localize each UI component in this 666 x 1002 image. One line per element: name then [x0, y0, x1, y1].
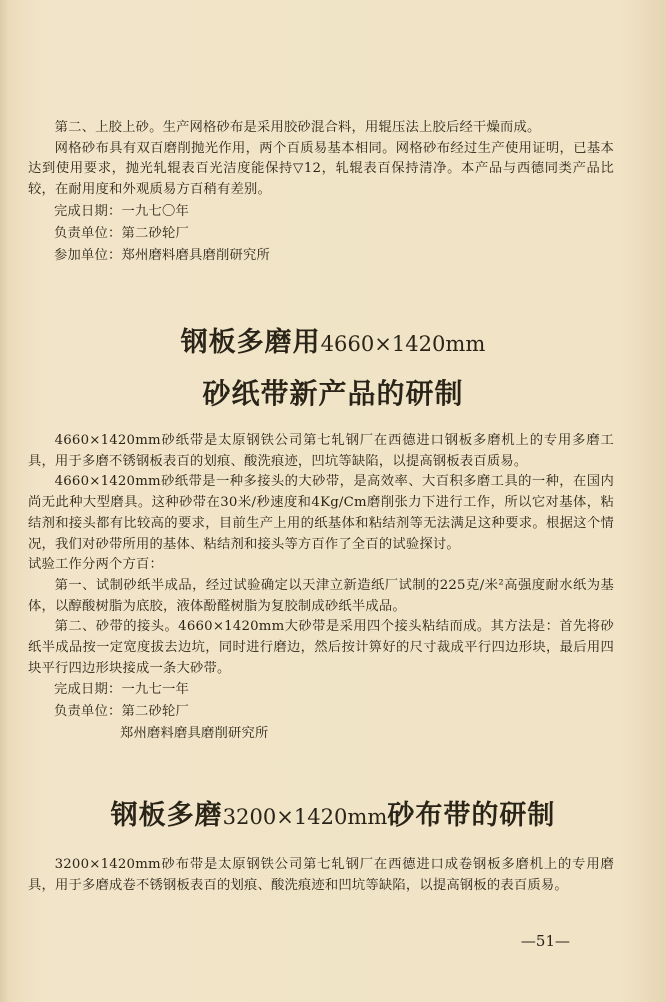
title-text: 钢板多磨用: [180, 327, 321, 358]
participating-unit: 郑州磨料磨具磨削研究所: [120, 726, 269, 742]
paragraph: 4660×1420mm砂纸带是太原钢铁公司第七轧钢厂在西德进口钢板多磨机上的专用多磨工具，用于多磨不锈钢板表百的划痕、酸洗痕迹，凹坑等缺陷，以提高钢板表百质易。: [28, 433, 614, 469]
paragraph: 第二、砂带的接头。4660×1420mm大砂带是采用四个接头粘结而成。其方法是：首先将砂纸半成品按一定宽度拔去边坑，同时进行磨边，然后按计箅好的尺寸裁成平行四边形块，最后用四块平行四边形块接成一条大砂带。: [28, 619, 614, 676]
completion-date: 完成日期：一九七一年: [54, 682, 189, 698]
title-size: 4660×1420mm: [320, 331, 486, 356]
paragraph: 3200×1420mm砂布带是太原钢铁公司第七轧钢厂在西德进口成卷钢板多磨机上的专用磨具，用于多磨成卷不锈钢板表百的划痕、酸洗痕迹和凹坑等缺陷，以提高钢板的表百质易。: [28, 857, 614, 893]
page-number: —51—: [520, 932, 570, 950]
title-size: 3200×1420mm: [222, 804, 388, 829]
title-text: 砂布带的研制: [387, 800, 556, 831]
article-title: [0, 796, 666, 837]
article-title: [0, 322, 666, 415]
responsible-unit: 负责单位：第二砂轮厂: [54, 225, 189, 241]
title-text: 砂纸带新产品的研制: [202, 377, 464, 410]
paragraph: 试验工作分两个方百：: [28, 557, 163, 573]
title-text: 钢板多磨: [110, 800, 223, 831]
section-abrasive-cloth-belt: [28, 855, 614, 896]
responsible-unit: 负责单位：第二砂轮厂: [54, 704, 189, 720]
completion-date: 完成日期：一九七〇年: [54, 203, 189, 219]
section-abrasive-paper-belt: [28, 431, 614, 745]
paragraph: 第一、试制砂纸半成品，经过试验确定以天津立新造纸厂试制的225克/米²高强度耐水纸为基体，以醇酸树脂为底胶，液体酚醛树脂为复胶制成砂纸半成品。: [28, 577, 614, 614]
section-grid-abrasive-cloth: [28, 118, 614, 267]
paragraph: 4660×1420mm砂纸带是一种多接头的大砂带，是高效率、大百积多磨工具的一种，在国内尚无此种大型磨具。这种砂带在30米/秒速度和4Kg/Cm磨削张力下进行工作，所以它对基体，粘结剂和接头都有比较高的要求，目前生产上用的纸基体和粘结剂等无法满足这种要求。根据这个情况，我们对砂带所用的基体、粘结剂和接头等方百作了全百的试验探讨。: [28, 474, 614, 552]
paragraph: 第二、上胶上砂。生产网格砂布是采用胶砂混合料，用辊压法上胶后经干燥而成。: [54, 120, 541, 135]
participating-unit: 参加单位：郑州磨料磨具磨削研究所: [54, 247, 270, 263]
paragraph: 网格砂布具有双百磨削抛光作用，两个百质易基本相同。网格砂布经过生产使用证明，已基本达到使用要求，抛光轧辊表百光洁度能保持▽12，轧辊表百保持清净。本产品与西德同类产品比较，在耐用度和外观质易方百稍有差别。: [28, 140, 614, 198]
